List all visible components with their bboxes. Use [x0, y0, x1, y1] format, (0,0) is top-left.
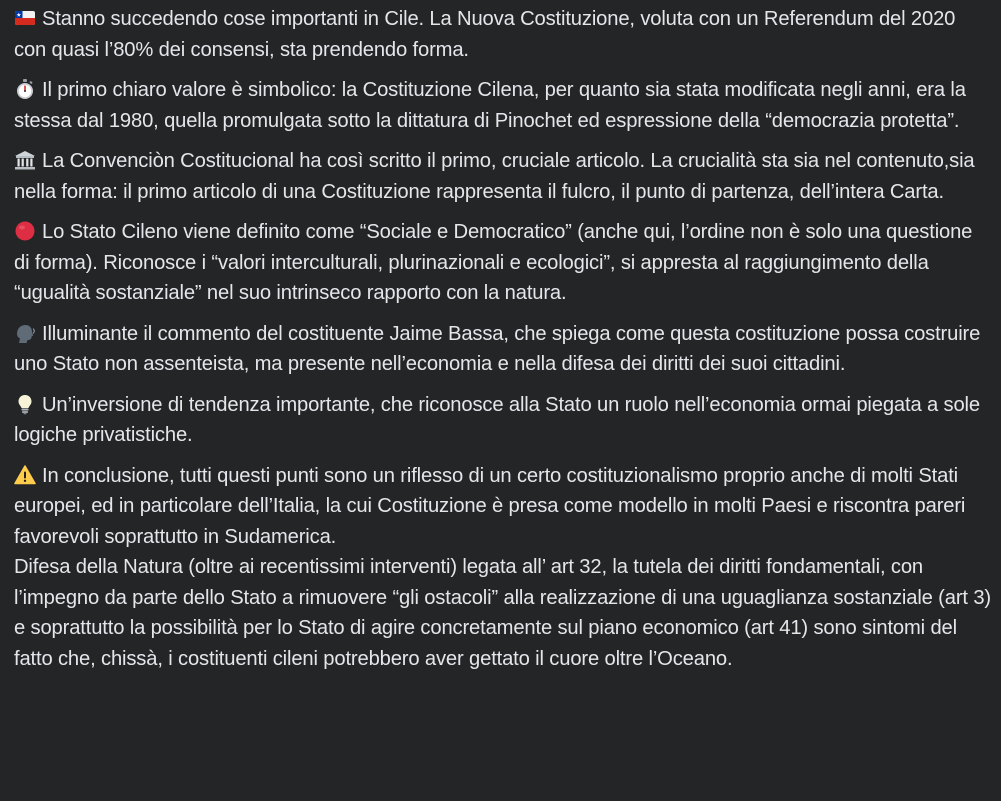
stopwatch-icon [14, 78, 36, 100]
speaking-head-icon [14, 322, 36, 344]
paragraph-text: La Convenciòn Costitucional ha così scritto il primo, cruciale articolo. La crucialità sta sia nel contenuto,sia nella forma: il primo articolo di una Costituzione rappresenta il fulcro, il punto di partenza, dell’intera Carta. [14, 150, 975, 203]
post-paragraph [14, 75, 991, 136]
post-paragraph [14, 319, 991, 380]
warning-icon [14, 464, 36, 486]
paragraph-text: Difesa della Natura (oltre ai recentissimi interventi) legata all’ art 32, la tutela dei diritti fondamentali, con l’impegno da parte dello Stato a rimuovere “gli ostacoli” alla realizzazione di una uguaglianza sostanziale (art 3) e soprattutto la possibilità per lo Stato di agire concretamente sul piano economico (art 41) sono sintomi del fatto che, chissà, i costituenti cileni potrebbero aver gettato il cuore oltre l’Oceano. [14, 556, 991, 670]
chile-flag-icon [14, 7, 36, 29]
red-circle-icon [14, 220, 36, 242]
post-paragraph [14, 390, 991, 451]
paragraph-text: Stanno succedendo cose importanti in Cile. La Nuova Costituzione, voluta con un Referendum del 2020 con quasi l’80% dei consensi, sta prendendo forma. [14, 8, 956, 61]
paragraph-text: In conclusione, tutti questi punti sono un riflesso di un certo costituzionalismo proprio anche di molti Stati europei, ed in particolare dell’Italia, la cui Costituzione è presa come modello in molti Paesi e riscontra pareri favorevoli soprattutto in Sudamerica. [14, 464, 966, 548]
classical-building-icon [14, 149, 36, 171]
post-paragraph [14, 4, 991, 65]
post-closing-paragraph [14, 552, 991, 674]
paragraph-text: Illuminante il commento del costituente Jaime Bassa, che spiega come questa costituzione possa costruire uno Stato non assenteista, ma presente nell’economia e nella difesa dei diritti dei suoi cittadini. [14, 322, 981, 375]
paragraph-text: Il primo chiaro valore è simbolico: la Costituzione Cilena, per quanto sia stata modificata negli anni, era la stessa dal 1980, quella promulgata sotto la dittatura di Pinochet ed espressione della “democrazia protetta”. [14, 79, 966, 132]
post-paragraph [14, 461, 991, 553]
light-bulb-icon [14, 393, 36, 415]
paragraph-text: Un’inversione di tendenza importante, che riconosce alla Stato un ruolo nell’economia ormai piegata a sole logiche privatistiche. [14, 393, 980, 446]
paragraph-text: Lo Stato Cileno viene definito come “Sociale e Democratico” (anche qui, l’ordine non è solo una questione di forma). Riconosce i “valori interculturali, plurinazionali e ecologici”, si appresta al raggiungimento della “ugualità sostanziale” nel suo intrinseco rapporto con la natura. [14, 221, 973, 304]
post-paragraph [14, 217, 991, 309]
post-paragraph [14, 146, 991, 207]
